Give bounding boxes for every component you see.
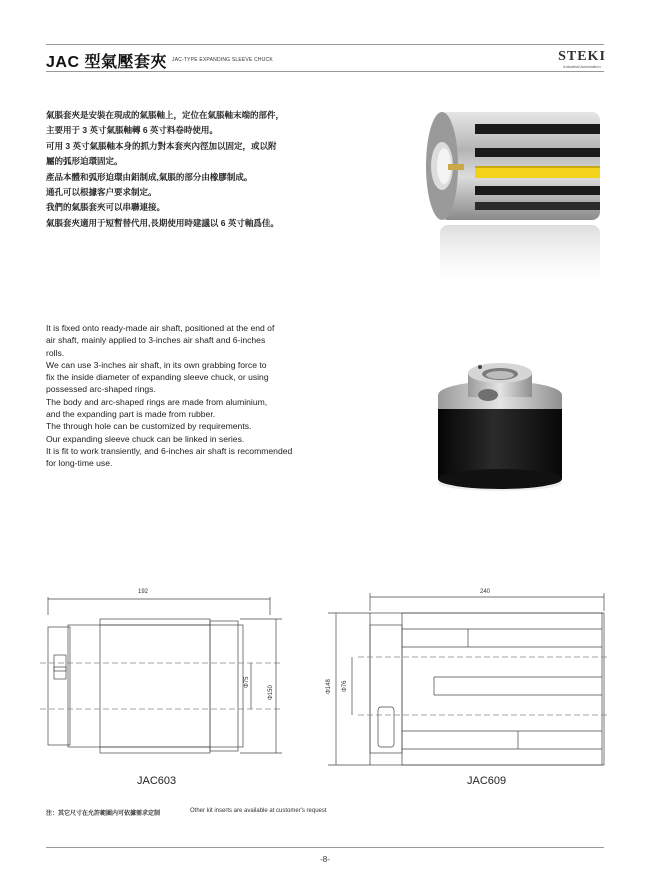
en-line: for long-time use.	[46, 458, 113, 469]
product-photo-short-chuck	[430, 355, 570, 495]
page-number: -8-	[320, 855, 330, 864]
cn-line: 通孔可以根據客户要求制定。	[46, 187, 157, 198]
dim-length-jac609: 240	[480, 589, 491, 595]
en-line: fix the inside diameter of expanding sleeve chuck, or using	[46, 372, 269, 383]
en-line: rolls.	[46, 347, 65, 358]
footnote-chinese: 注：其它尺寸在允許範圍内可依據需求定制	[46, 811, 161, 817]
steki-logo	[553, 50, 611, 70]
cn-line: 產品本體和弧形迫環由鋁制成,氣脹的部分由橡膠制成。	[46, 171, 253, 182]
dim-inner-dia-jac603: Φ75	[244, 676, 250, 688]
page-subtitle: JAC-TYPE EXPANDING SLEEVE CHUCK	[172, 57, 273, 63]
cn-line: 可用 3 英寸氣脹軸本身的抓力對本套夾內徑加以固定，或以附	[46, 140, 277, 151]
dim-outer-dia-jac603: Φ150	[268, 685, 274, 700]
footnote-english: Other kit inserts are available at customer's request	[190, 808, 327, 814]
drawing-jac609	[318, 585, 608, 775]
footer-rule	[46, 847, 604, 848]
description-chinese	[46, 108, 326, 231]
cn-line: 主要用于 3 英寸氣脹軸轉 6 英寸料卷時使用。	[46, 125, 218, 136]
en-line: possessed arc-shaped rings.	[46, 384, 156, 395]
cn-line: 氣脹套夾是安裝在現成的氣脹軸上，定位在氣脹軸末端的部件，	[46, 110, 285, 120]
product-photo-long-chuck	[420, 100, 610, 300]
logo-tagline: Industrial Automation	[563, 64, 601, 69]
dim-length-jac603: 192	[138, 589, 149, 595]
cn-line: 屬的弧形迫環固定。	[46, 156, 123, 167]
en-line: We can use 3-inches air shaft, in its own grabbing force to	[46, 359, 267, 370]
en-line: Our expanding sleeve chuck can be linked in series.	[46, 433, 245, 444]
drawing-jac603	[40, 585, 290, 770]
description-english	[46, 322, 316, 470]
header-bottom-rule	[46, 71, 604, 72]
page-title: JAC 型氣壓套夾	[46, 54, 167, 71]
header-top-rule	[46, 44, 604, 45]
cn-line: 氣脹套夾適用于短暫替代用,長期使用時建議以 6 英寸軸爲佳。	[46, 217, 279, 228]
caption-jac603: JAC603	[137, 775, 177, 787]
en-line: It is fixed onto ready-made air shaft, positioned at the end of	[46, 323, 275, 333]
en-line: It is fit to work transiently, and 6-inches air shaft is recommended	[46, 445, 293, 456]
logo-wordmark: STEKI	[558, 49, 606, 64]
en-line: air shaft, mainly applied to 3-inches air shaft and 6-inches	[46, 335, 266, 346]
en-line: The through hole can be customized by requirements.	[46, 421, 252, 432]
caption-jac609: JAC609	[467, 775, 507, 787]
dim-inner-dia-jac609: Φ76	[342, 680, 348, 692]
cn-line: 我們的氣脹套夾可以串聯連接。	[46, 202, 166, 213]
en-line: The body and arc-shaped rings are made from aluminium,	[46, 396, 268, 407]
en-line: and the expanding part is made from rubber.	[46, 409, 216, 420]
dim-outer-dia-jac609: Φ148	[326, 679, 332, 694]
